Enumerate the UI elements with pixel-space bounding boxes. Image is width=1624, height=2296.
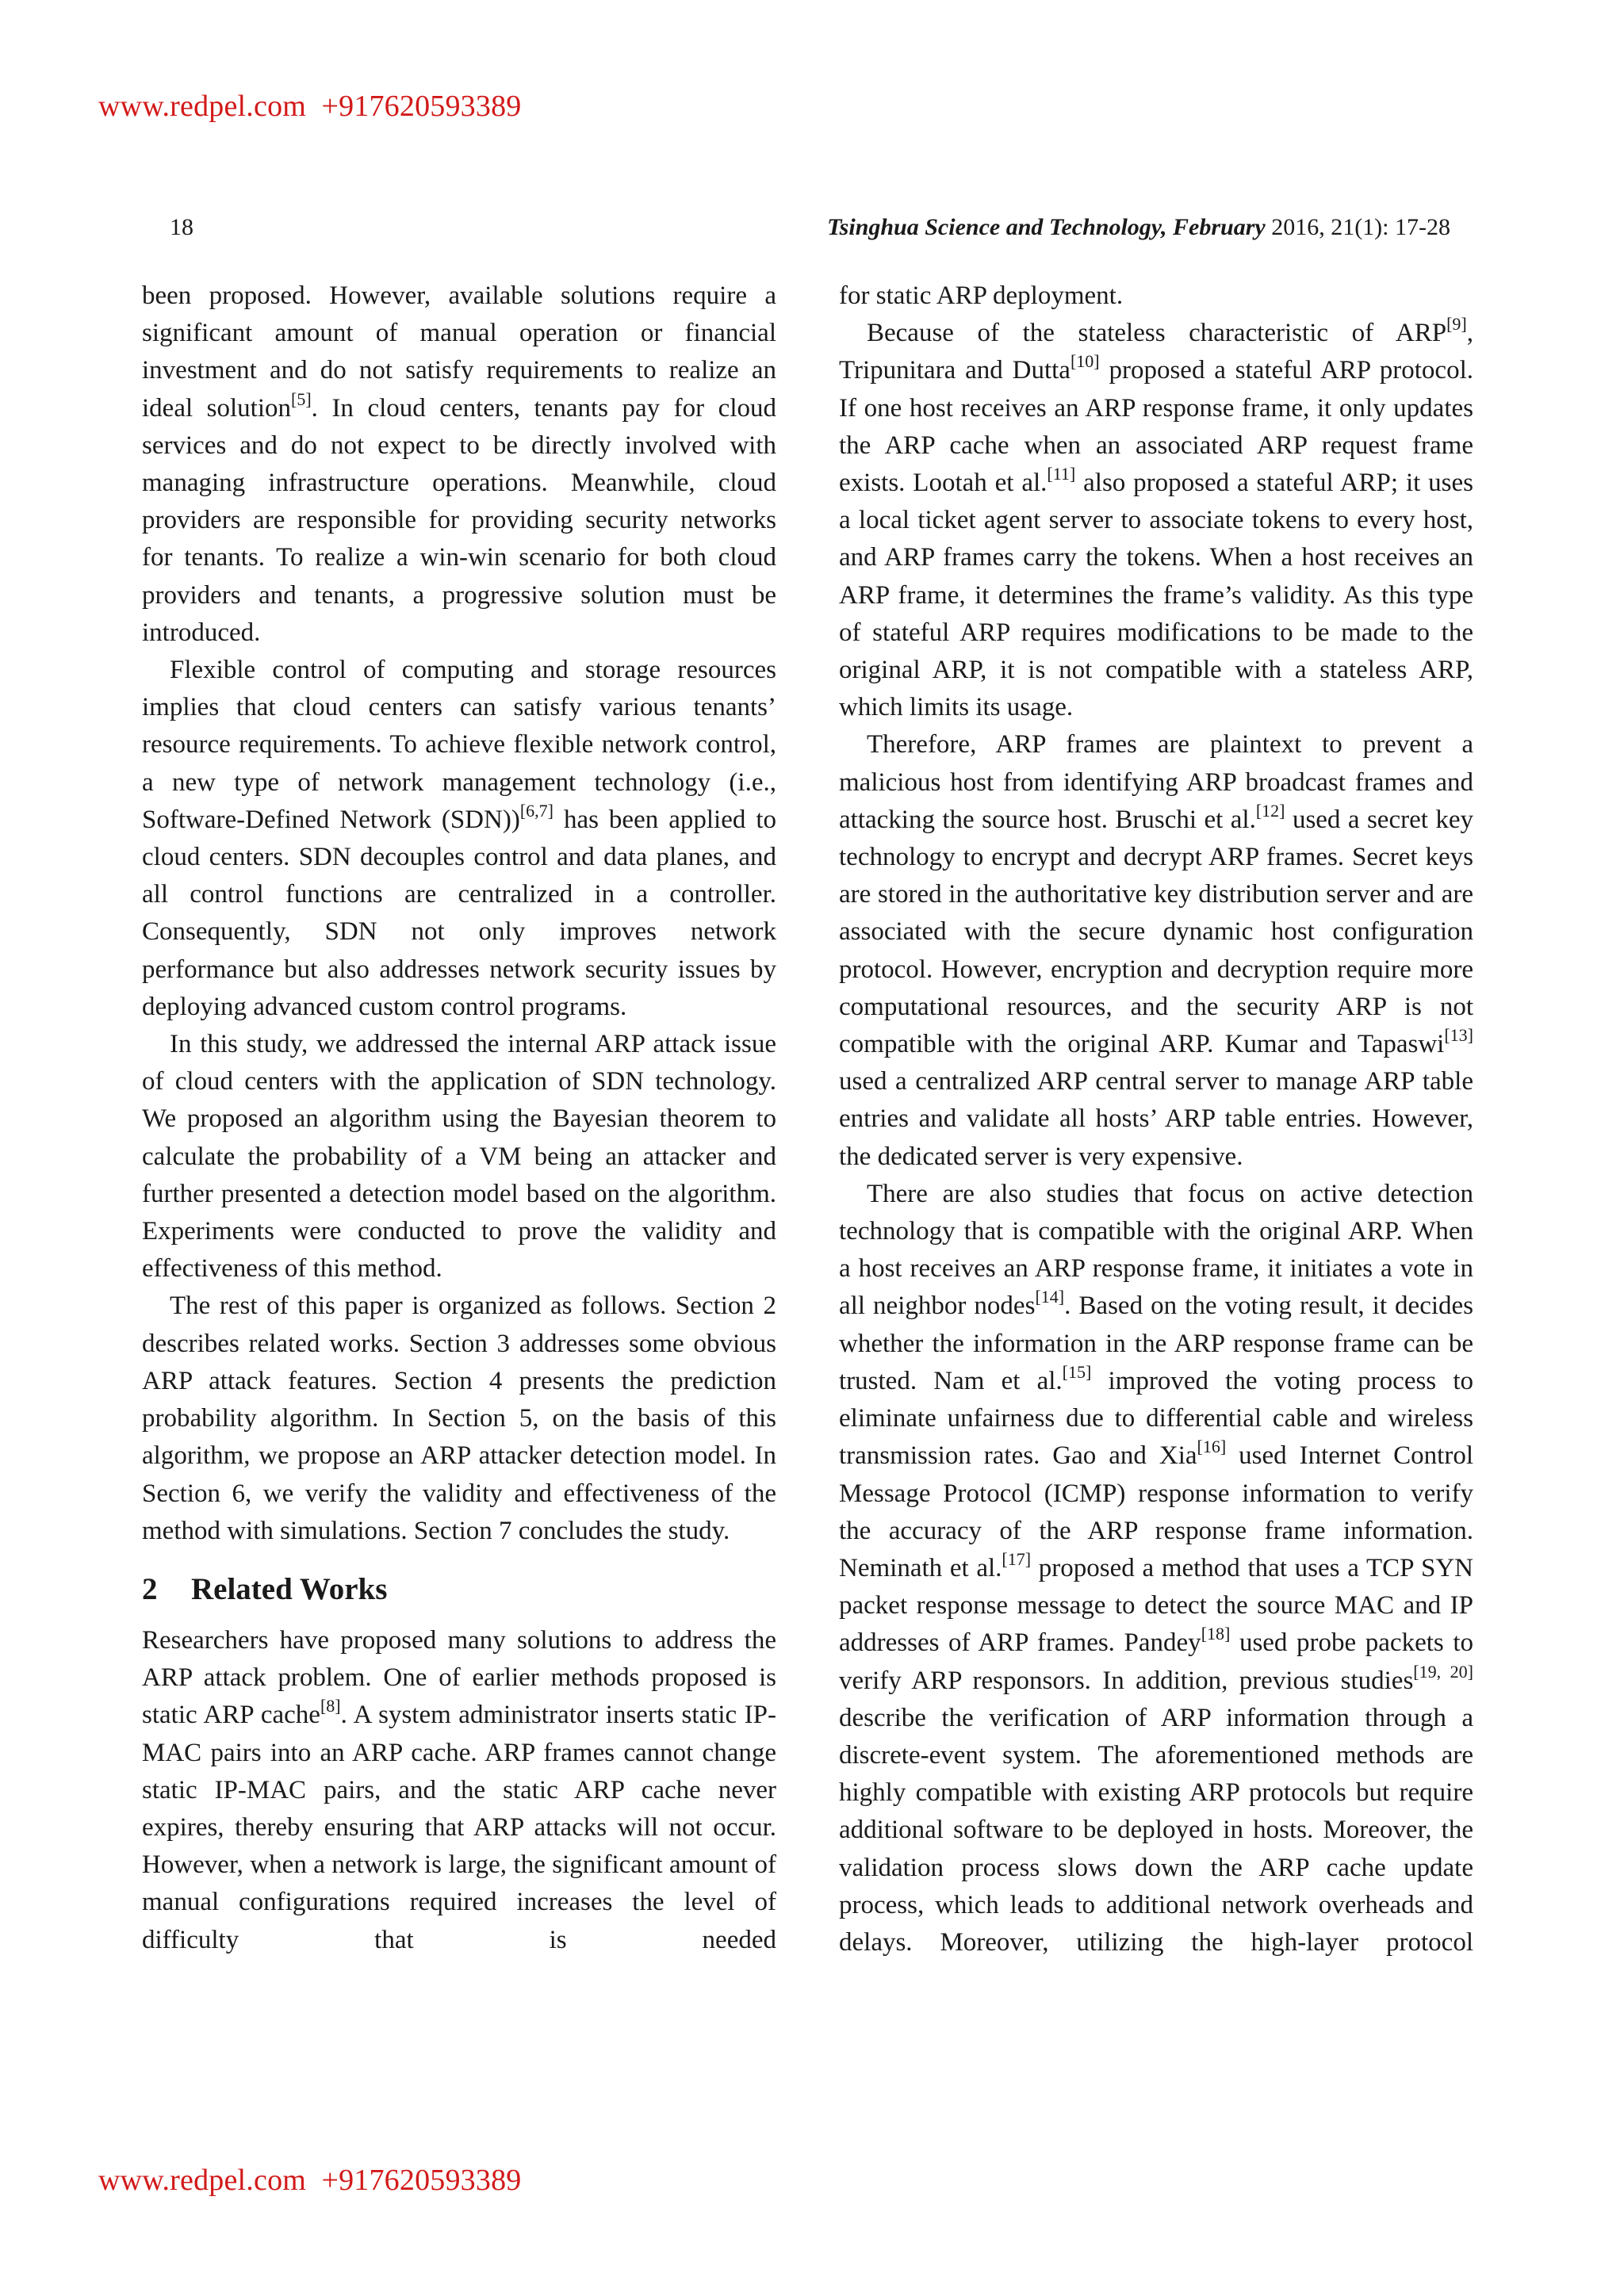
paragraph: The rest of this paper is organized as follows. Section 2 describes related works. Section 3 addresses some obvious ARP attack features. Section 4 presents the prediction probability algorithm. In Section 5, on the basis of this algorithm, we propose an ARP attacker detection model. In Section 6, we verify the validity and effectiveness of the method with simulations. Section 7 concludes the study. (142, 1292, 776, 1545)
citation-ref: [6,7] (519, 800, 553, 821)
paragraph: Therefore, ARP frames are plaintext to prevent a malicious host from identifying ARP broadcast frames and attacking the source host. Bruschi et al.[12] used a secret key technology to encrypt and decrypt ARP frames. Secret keys are stored in the authoritative key distribution server and are associated with the secure dynamic host configuration protocol. However, encryption and decryption require more computational resources, and the security ARP is not compatible with the original ARP. Kumar and Tapaswi[13] used a centralized ARP central server to manage ARP table entries and validate all hosts’ ARP table entries. However, the dedicated server is very expensive. (839, 730, 1473, 1171)
journal-citation: 2016, 21(1): 17-28 (1265, 214, 1450, 240)
citation-ref: [15] (1062, 1361, 1092, 1382)
page-number: 18 (170, 214, 193, 240)
citation-ref: [13] (1444, 1025, 1473, 1046)
paragraph: for static ARP deployment. (839, 281, 1124, 310)
citation-ref: [8] (320, 1696, 341, 1716)
citation-ref: [16] (1197, 1437, 1227, 1457)
paragraph: Because of the stateless characteristic of ARP[9], Tripunitara and Dutta[10] proposed a stateful ARP protocol. If one host receives an ARP response frame, it only updates the ARP cache when an associated ARP request frame exists. Lootah et al.[11] also proposed a stateful ARP; it uses a local ticket agent server to associate tokens to every host, and ARP frames carry the tokens. When a host receives an ARP frame, it determines the frame’s validity. As this type of stateful ARP requires modifications to be made to the original ARP, it is not compatible with a stateless ARP, which limits its usage. (839, 314, 1473, 722)
watermark-phone[interactable]: +917620593389 (321, 90, 522, 123)
paragraph: Researchers have proposed many solutions to address the ARP attack problem. One of earlier methods proposed is static ARP cache[8]. A system administrator inserts static IP-MAC pairs into an ARP cache. ARP frames cannot change static IP-MAC pairs, and the static ARP cache never expires, thereby ensuring that ARP attacks will not occur. However, when a network is large, the significant amount of manual configurations required increases the level of difficulty that is needed (142, 1625, 776, 1954)
watermark-site[interactable]: www.redpel.com (98, 90, 307, 123)
section-number: 2 (142, 1571, 158, 1606)
citation-ref: [12] (1255, 800, 1285, 821)
citation-ref: [10] (1070, 351, 1100, 372)
watermark-site[interactable]: www.redpel.com (98, 2164, 307, 2197)
citation-ref: [11] (1047, 464, 1076, 484)
citation-ref: [14] (1035, 1287, 1065, 1307)
paragraph: There are also studies that focus on active detection technology that is compatible with the original ARP. When a host receives an ARP response frame, it initiates a vote in all neighbor nodes[14]. Based on the voting result, it decides whether the information in the ARP response frame can be trusted. Nam et al.[15] improved the voting process to eliminate unfairness due to differential cable and wireless transmission rates. Gao and Xia[16] used Internet Control Message Protocol (ICMP) response information to verify the accuracy of the ARP response frame information. Neminath et al.[17] proposed a method that uses a TCP SYN packet response message to detect the source MAC and IP addresses of ARP frames. Pandey[18] used probe packets to verify ARP responsors. In addition, previous studies[19, 20] describe the verification of ARP information through a discrete-event system. The aforementioned methods are highly compatible with existing ARP protocols but require additional software to be deployed in hosts. Moreover, the validation process slows down the ARP cache update process, which leads to additional network overheads and delays. Moreover, utilizing the high-layer protocol (839, 1179, 1474, 1957)
citation-ref: [17] (1002, 1548, 1032, 1569)
journal-name: Tsinghua Science and Technology, February (827, 214, 1266, 240)
running-head (827, 214, 1450, 241)
paragraph: been proposed. However, available solutions require a significant amount of manual operation or financial investment and do not satisfy requirements to realize an ideal solution[5]. In cloud centers, tenants pay for cloud services and do not expect to be directly involved with managing infrastructure operations. Meanwhile, cloud providers are responsible for providing security networks for tenants. To realize a win-win scenario for both cloud providers and tenants, a progressive solution must be introduced. (142, 281, 776, 647)
right-column (839, 277, 1473, 1961)
citation-ref: [9] (1446, 314, 1467, 335)
citation-ref: [19, 20] (1413, 1661, 1473, 1682)
watermark-top[interactable] (98, 89, 521, 124)
citation-ref: [5] (291, 388, 312, 409)
section-title: Related Works (191, 1571, 388, 1606)
paragraph: In this study, we addressed the internal ARP attack issue of cloud centers with the application of SDN technology. We proposed an algorithm using the Bayesian theorem to calculate the probability of a VM being an attacker and further presented a detection model based on the algorithm. Experiments were conducted to prove the validity and effectiveness of this method. (142, 1030, 776, 1284)
left-column (142, 277, 776, 1959)
page-header (170, 214, 1450, 254)
paragraph: Flexible control of computing and storage resources implies that cloud centers can satisfy various tenants’ resource requirements. To achieve flexible network control, a new type of network management technology (i.e., Software-Defined Network (SDN))[6,7] has been applied to cloud centers. SDN decouples control and data planes, and all control functions are centralized in a controller. Consequently, SDN not only improves network performance but also addresses network security issues by deploying advanced custom control programs. (142, 656, 776, 1021)
watermark-bottom[interactable] (98, 2163, 521, 2198)
citation-ref: [18] (1201, 1624, 1231, 1644)
watermark-phone[interactable]: +917620593389 (321, 2164, 522, 2197)
section-heading (142, 1571, 776, 1608)
